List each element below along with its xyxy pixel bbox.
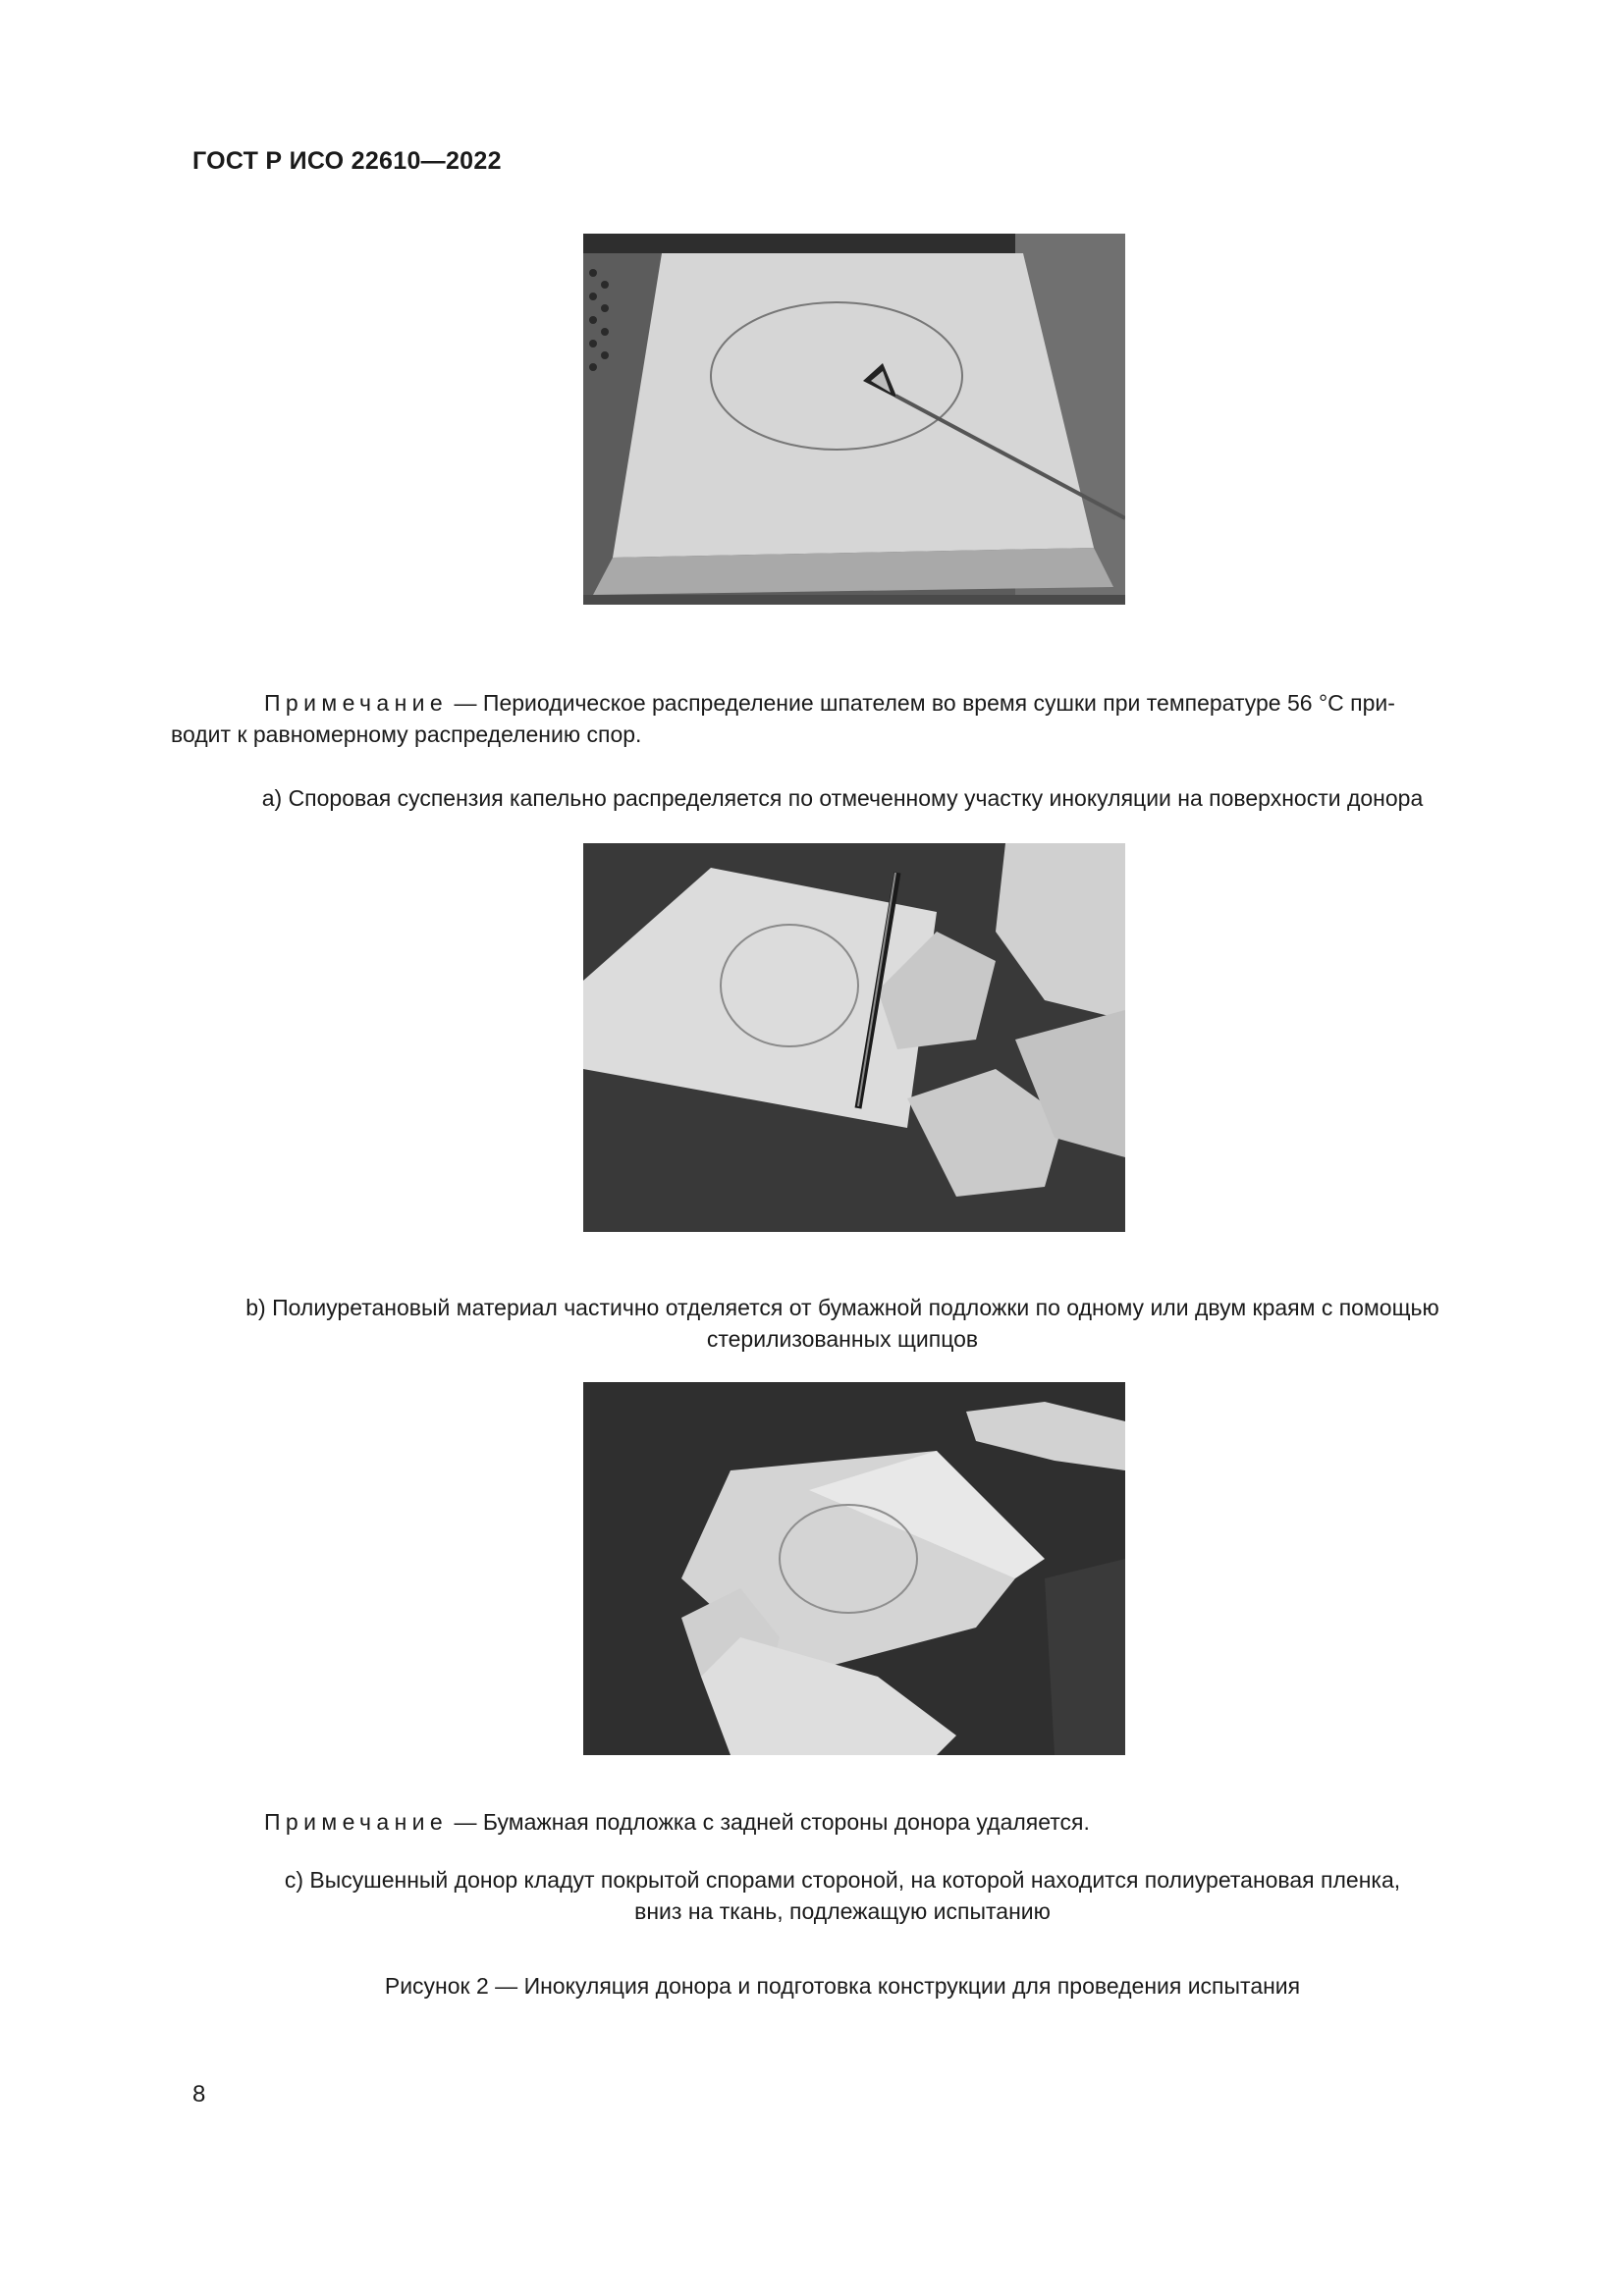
caption-a: a) Споровая суспензия капельно распределяется по отмеченному участку инокуляции на поверхности донора (261, 785, 1424, 811)
photo-backing-image (583, 1382, 1125, 1755)
caption-c-line1: c) Высушенный донор кладут покрытой спорами стороной, на которой находится полиуретановая пленка, (284, 1867, 1401, 1893)
photo-spreader-on-donor (583, 234, 1125, 605)
photo-forceps-image (583, 843, 1125, 1232)
note-text-continued: водит к равномерному распределению спор. (171, 721, 642, 747)
page-number: 8 (192, 2081, 206, 2108)
note-label: Примечание (264, 690, 449, 716)
figure-title: Рисунок 2 — Инокуляция донора и подготовка конструкции для проведения испытания (384, 1973, 1301, 1999)
note-text: — Периодическое распределение шпателем во время сушки при температуре 56 °С при- (454, 690, 1395, 716)
document-header: ГОСТ Р ИСО 22610—2022 (192, 147, 502, 175)
photo-spreader-image (583, 234, 1125, 605)
caption-c-line2: вниз на ткань, подлежащую испытанию (634, 1898, 1051, 1924)
photo-forceps-separation (583, 843, 1125, 1232)
photo-backing-removal (583, 1382, 1125, 1755)
caption-c (171, 1864, 1514, 1927)
note-text: — Бумажная подложка с задней стороны донора удаляется. (454, 1809, 1090, 1835)
caption-b-line2: стерилизованных щипцов (706, 1326, 979, 1352)
note-label: Примечание (264, 1809, 449, 1835)
note-1 (171, 687, 1514, 750)
caption-b (171, 1292, 1514, 1355)
note-2 (171, 1806, 1514, 1838)
caption-b-line1: b) Полиуретановый материал частично отделяется от бумажной подложки по одному или двум краям с помощью (245, 1295, 1439, 1320)
